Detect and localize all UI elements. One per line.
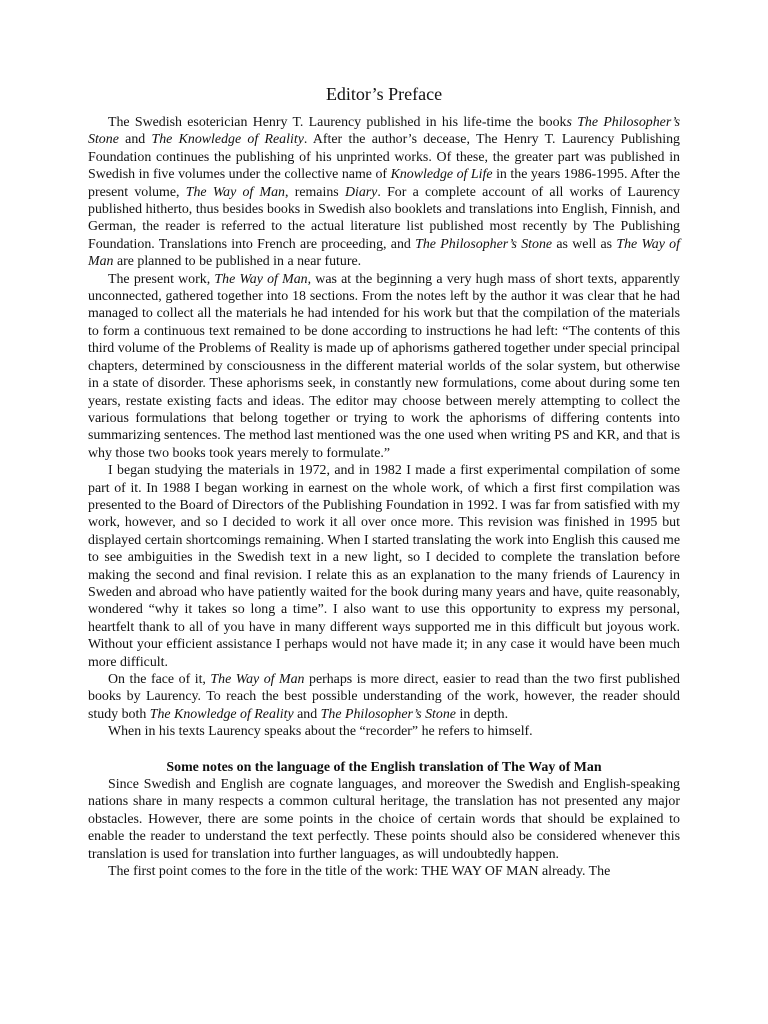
section-heading: Some notes on the language of the English translation of The Way of Man xyxy=(166,759,602,775)
text-run: in depth. xyxy=(455,706,509,722)
paragraph xyxy=(88,723,680,740)
italic-title: The Way of Man xyxy=(214,271,308,287)
text-run: When in his texts Laurency speaks about the “recorder” he refers to himself. xyxy=(108,724,533,740)
paragraph xyxy=(88,863,680,880)
text-run: perhaps is more direct, easier to read than the two first published books by Laurency. To reach the best possible understanding of the work, however, the reader should study both xyxy=(88,672,680,722)
italic-title: The Way of Man xyxy=(210,672,305,687)
italic-title: Diary xyxy=(344,184,378,200)
italic-title: Knowledge of Life xyxy=(390,167,493,183)
preface-body xyxy=(88,114,680,741)
text-run: The Swedish esoterician Henry T. Laurency published in his life-time the book xyxy=(108,115,567,130)
text-run: and xyxy=(118,132,152,148)
page-title: Editor’s Preface xyxy=(325,84,443,104)
paragraph xyxy=(88,114,680,271)
text-run: Since Swedish and English are cognate languages, and moreover the Swedish and English-speaking nations share in many respects a common cultural heritage, the translation has not presented any major obstacles. However, there are some points in the choice of certain words that should be explained to enable the reader to understand the text perfectly. These points should also be considered whenever this translation is used for translation into further languages, as will undoubtedly happen. xyxy=(88,777,680,862)
paragraph xyxy=(88,776,680,863)
paragraph xyxy=(88,462,680,671)
text-run: as well as xyxy=(552,236,617,252)
italic-title: s The Philosopher’s Stone xyxy=(88,115,680,148)
text-run: . After the author’s decease, The Henry T. Laurency Publishing Foundation continues the publishing of his unprinted works. Of these, the greater part was published in Swedish in five volumes under the collective name of xyxy=(88,132,680,183)
text-run: and xyxy=(293,706,321,722)
text-run: , remains xyxy=(285,184,345,200)
text-run: in the years 1986-1995. After the present volume, xyxy=(88,167,680,200)
text-run: I began studying the materials in 1972, and in 1982 I made a first experimental compilation of some part of it. In 1988 I began working in earnest on the whole work, of which a first first compilation was presented to the Board of Directors of the Publishing Foundation in 1992. I was far from satisfied with my work, however, and so I decided to work it all over once more. This revision was finished in 1995 but displayed certain shortcomings remaining. When I started translating the work into English this caused me to see ambiguities in the Swedish text in a new light, so I decided to complete the translation before making the second and final revision. I relate this as an explanation to the many friends of Laurency in Sweden and abroad who have patiently waited for the book during many years and have, quite reasonably, wondered “why it takes so long a time”. I also want to use this opportunity to express my personal, heartfelt thank to all of you have in many different ways supported me in this difficult but joyous work. Without your efficient assistance I perhaps would not have made it; in any case it would have been much more difficult. xyxy=(88,463,680,670)
paragraph xyxy=(88,271,680,462)
text-run: On the face of it, xyxy=(108,672,211,687)
text-run: , was at the beginning a very hugh mass of short texts, apparently unconnected, gathered together into 18 sections. From the notes left by the author it was clear that he had managed to collect all the materials he had intended for his work but that the compilation of the materials to form a continuous text remained to be done according to instructions he had left: “The contents of this third volume of the Problems of Reality is made up of aphorisms gathered together under special principal chapters, determined by consciousness in the different material worlds of the solar system, but otherwise in a state of disorder. These aphorisms seek, in constantly new formulations, come about during some ten years, restate existing facts and ideas. The editor may choose between merely attempting to collect the various formulations that belong together or trying to work the aphorisms of differing contents into summarizing sentences. The method last mentioned was the one used when writing PS and KR, and that is why those two books took years merely to formulate.” xyxy=(88,271,680,461)
italic-title: The Way of Man xyxy=(88,236,680,270)
text-run: The first point comes to the fore in the title of the work: THE WAY OF MAN already. The xyxy=(108,864,611,880)
text-run: are planned to be published in a near future. xyxy=(113,254,362,270)
text-run: . For a complete account of all works of Laurency published hitherto, thus besides books in Swedish also booklets and translations into English, Finnish, and German, the reader is referred to the actual literature list published most recently by The Publishing Foundation. Translations into French are proceeding, and xyxy=(88,184,681,252)
italic-title: The Philosopher’s Stone xyxy=(415,236,553,252)
notes-body xyxy=(88,776,680,880)
document-page xyxy=(88,82,680,880)
italic-title: The Knowledge of Reality xyxy=(149,706,294,722)
italic-title: The Way of Man xyxy=(185,184,285,200)
paragraph xyxy=(88,671,680,723)
italic-title: The Philosopher’s Stone xyxy=(320,706,456,722)
italic-title: The Knowledge of Reality xyxy=(151,132,304,148)
text-run: The present work, xyxy=(108,271,215,287)
